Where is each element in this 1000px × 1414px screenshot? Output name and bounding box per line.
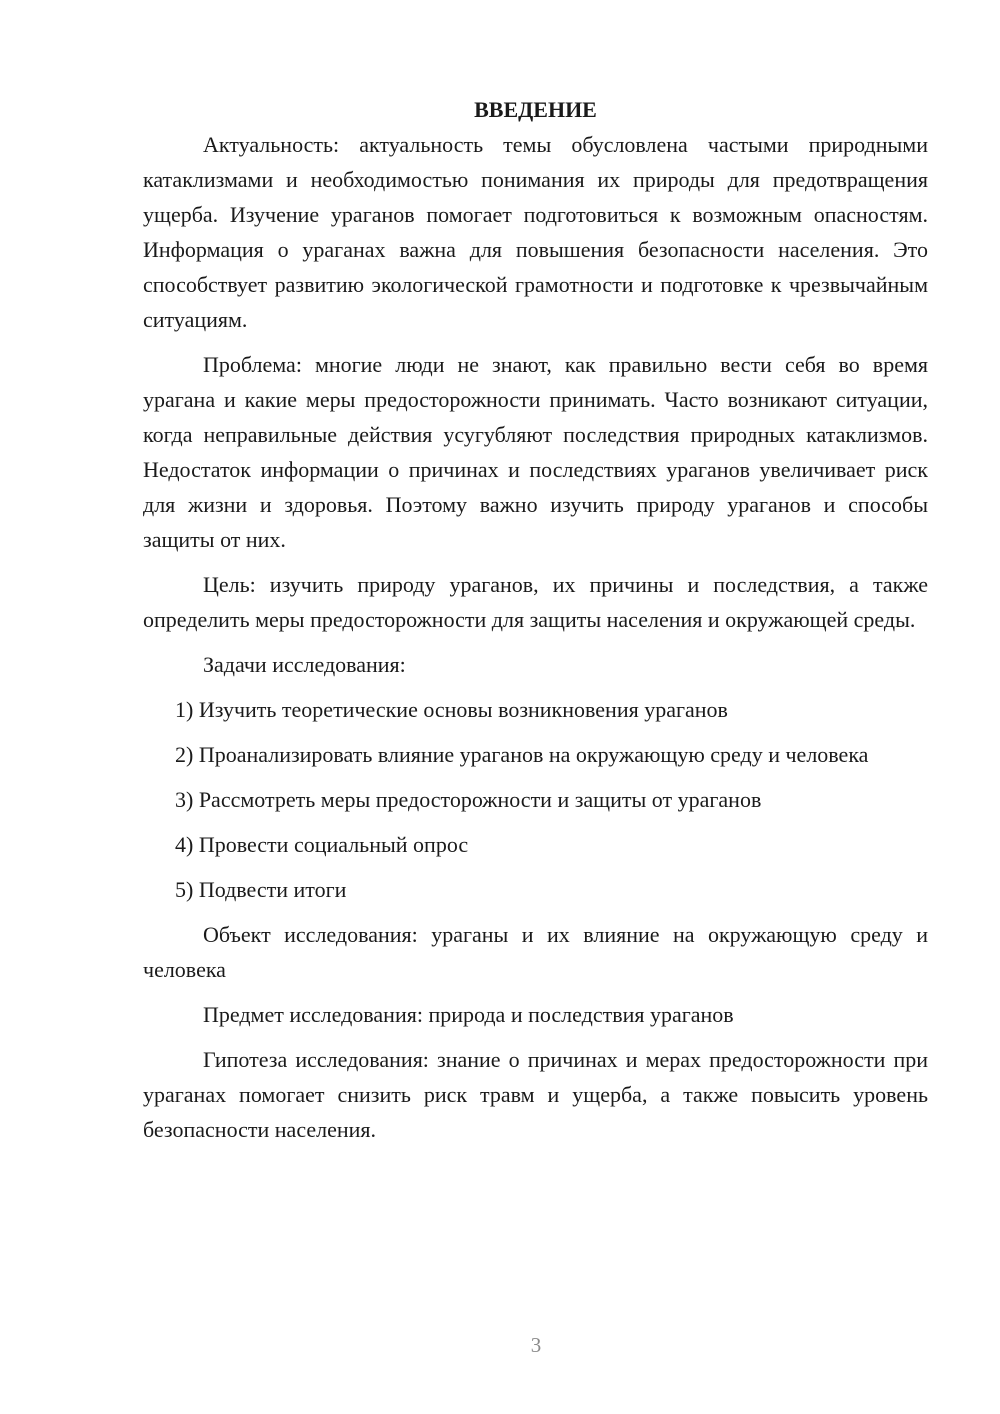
paragraph-tasks-heading: Задачи исследования:: [203, 652, 406, 677]
paragraph-object: Объект исследования: ураганы и их влияние на окружающую среду и человека: [143, 922, 928, 982]
task-item-3: 3) Рассмотреть меры предосторожности и защиты от ураганов: [175, 787, 762, 812]
paragraph-problem: Проблема: многие люди не знают, как правильно вести себя во время урагана и какие меры предосторожности принимать. Часто возникают ситуации, когда неправильные действия усугубляют последствия природных катаклизмов. Недостаток информации о причинах и последствиях ураганов увеличивает риск для жизни и здоровья. Поэтому важно изучить природу ураганов и способы защиты от них.: [143, 352, 928, 552]
paragraph-goal: Цель: изучить природу ураганов, их причины и последствия, а также определить меры предосторожности для защиты населения и окружающей среды.: [143, 572, 928, 632]
document-page: [143, 92, 928, 1147]
paragraph-relevance: Актуальность: актуальность темы обусловлена частыми природными катаклизмами и необходимостью понимания их природы для предотвращения ущерба. Изучение ураганов помогает подготовиться к возможным опасностям. Информация о ураганах важна для повышения безопасности населения. Это способствует развитию экологической грамотности и подготовке к чрезвычайным ситуациям.: [143, 132, 928, 332]
task-item-2: 2) Проанализировать влияние ураганов на окружающую среду и человека: [175, 742, 869, 767]
task-item-1: 1) Изучить теоретические основы возникновения ураганов: [175, 697, 728, 722]
paragraph-subject: Предмет исследования: природа и последствия ураганов: [203, 1002, 734, 1027]
page-number: 3: [530, 1333, 542, 1357]
page-title: ВВЕДЕНИЕ: [474, 97, 597, 122]
paragraph-hypothesis: Гипотеза исследования: знание о причинах и мерах предосторожности при ураганах помогает снизить риск травм и ущерба, а также повысить уровень безопасности населения.: [143, 1047, 928, 1142]
task-item-5: 5) Подвести итоги: [175, 877, 347, 902]
task-item-4: 4) Провести социальный опрос: [175, 832, 469, 857]
